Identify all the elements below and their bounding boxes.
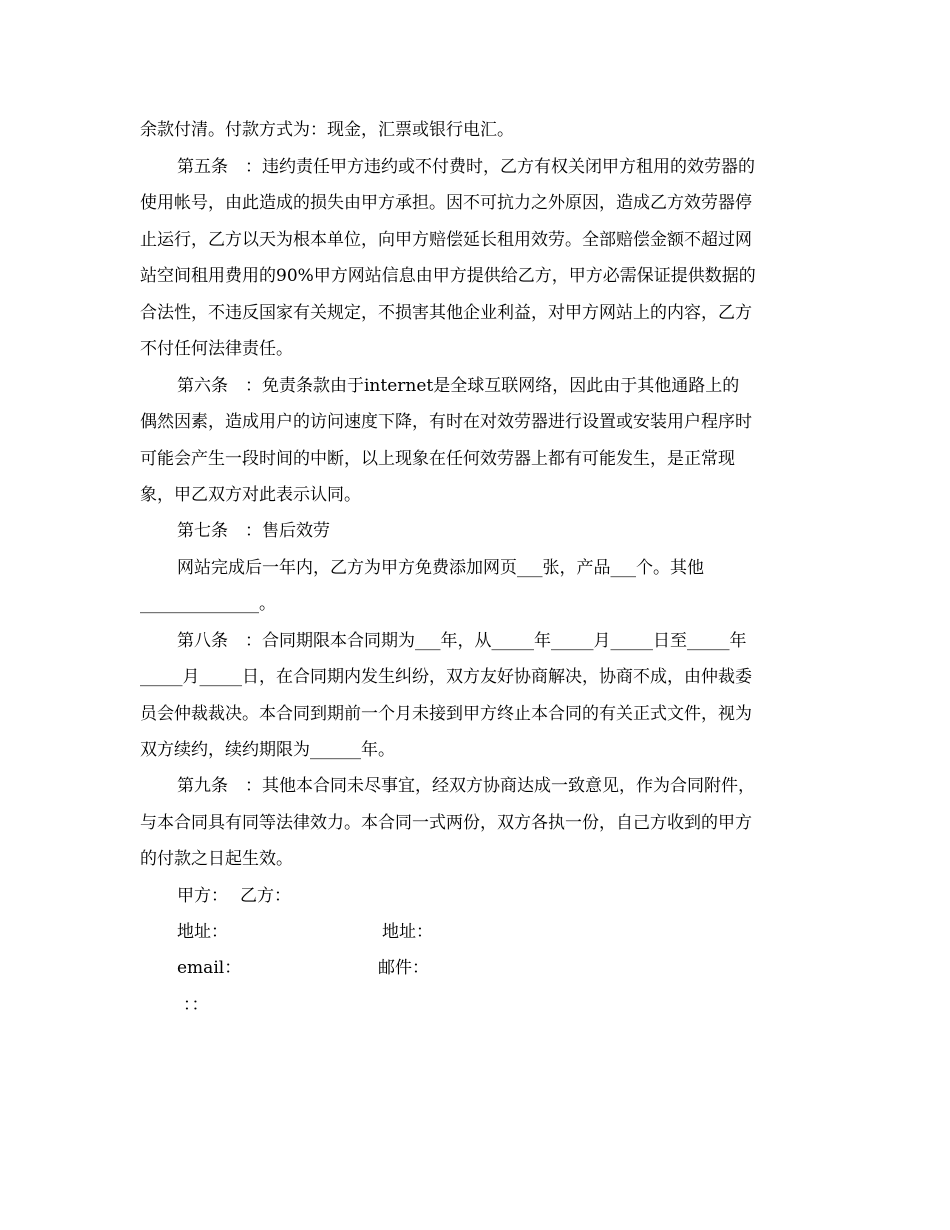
text-line: _____月_____日，在合同期内发生纠纷，双方友好协商解决，协商不成，由仲裁委 — [140, 667, 752, 687]
text-line: 余款付清。付款方式为：现金，汇票或银行电汇。 — [140, 120, 514, 140]
text-line: 网站完成后一年内，乙方为甲方免费添加网页___张，产品___个。其他 — [177, 558, 704, 578]
party-b-label: 乙方： — [240, 886, 291, 906]
signature-colons: ：： — [183, 995, 209, 1015]
article-9-heading-line: 第九条 ：其他本合同未尽事宜，经双方协商达成一致意见，作为合同附件， — [177, 776, 755, 796]
article-7-heading-line: 第七条 ：售后效劳 — [177, 521, 330, 541]
article-6-heading-line: 第六条 ：免责条款由于internet是全球互联网络，因此由于其他通路上的 — [177, 376, 740, 396]
article-8-heading-line: 第八条 ：合同期限本合同期为___年，从_____年_____月_____日至_____年 — [177, 631, 747, 651]
text-line: 象，甲乙双方对此表示认同。 — [140, 485, 361, 505]
text-line: 员会仲裁裁决。本合同到期前一个月未接到甲方终止本合同的有关正式文件，视为 — [140, 704, 752, 724]
article-5-heading-line: 第五条 ：违约责任甲方违约或不付费时，乙方有权关闭甲方租用的效劳器的 — [177, 157, 755, 177]
party-a-address-label: 地址： — [177, 922, 228, 942]
text-line: 偶然因素，造成用户的访问速度下降，有时在对效劳器进行设置或安装用户程序时 — [140, 412, 752, 432]
text-line: 不付任何法律责任。 — [140, 339, 293, 359]
text-line: 使用帐号，由此造成的损失由甲方承担。因不可抗力之外原因，造成乙方效劳器停 — [140, 193, 752, 213]
party-b-address-label: 地址： — [382, 922, 433, 942]
text-line: 止运行，乙方以天为根本单位，向甲方赔偿延长租用效劳。全部赔偿金额不超过网 — [140, 230, 752, 250]
party-a-label: 甲方： — [177, 886, 228, 906]
party-a-email-label: email： — [177, 958, 242, 978]
party-b-email-label: 邮件： — [378, 958, 429, 978]
text-line: 合法性，不违反国家有关规定，不损害其他企业利益，对甲方网站上的内容，乙方 — [140, 303, 752, 323]
text-line: ______________。 — [140, 594, 276, 614]
text-line: 站空间租用费用的90%甲方网站信息由甲方提供给乙方，甲方必需保证提供数据的 — [140, 266, 756, 286]
text-line: 与本合同具有同等法律效力。本合同一式两份，双方各执一份，自己方收到的甲方 — [140, 813, 752, 833]
text-line: 的付款之日起生效。 — [140, 849, 293, 869]
text-line: 可能会产生一段时间的中断，以上现象在任何效劳器上都有可能发生，是正常现 — [140, 449, 735, 469]
text-line: 双方续约，续约期限为______年。 — [140, 740, 395, 760]
